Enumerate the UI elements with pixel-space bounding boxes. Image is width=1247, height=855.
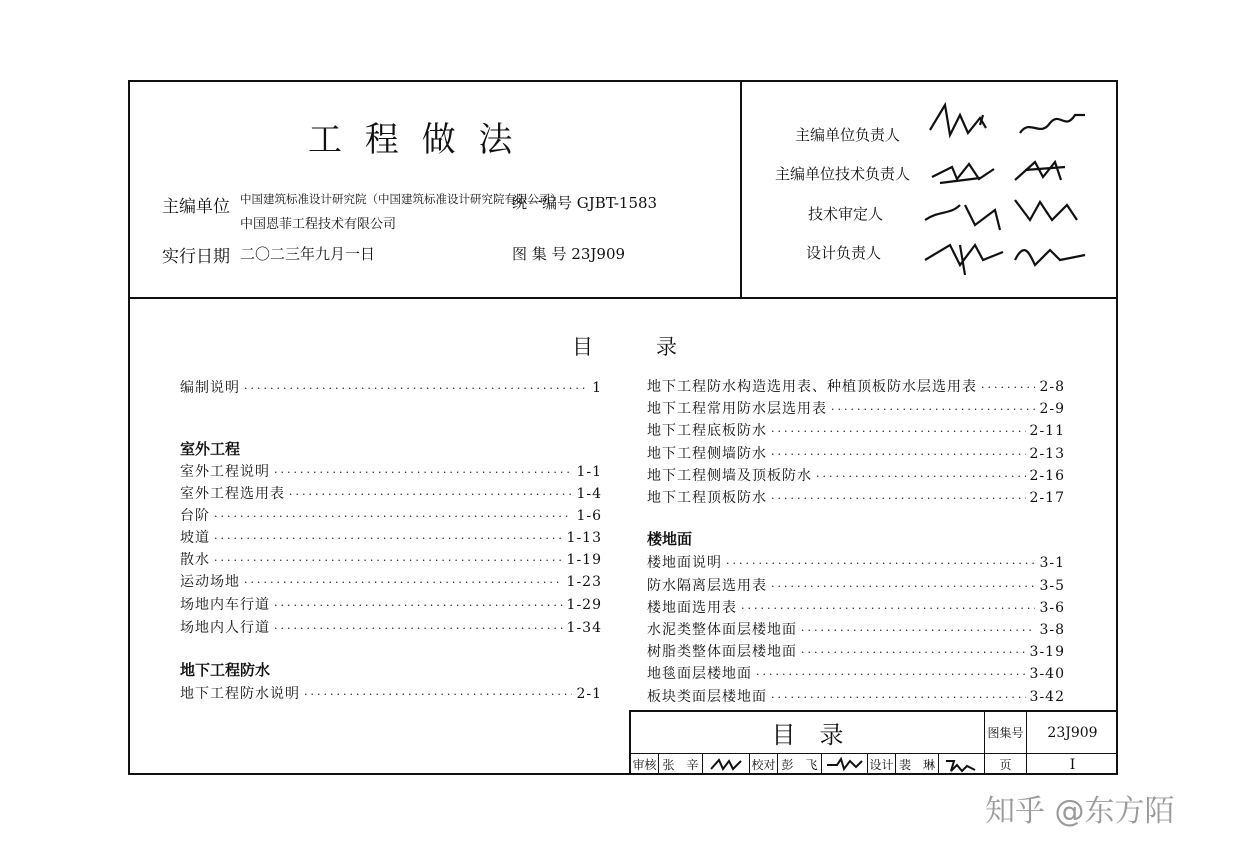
date-label: 实行日期 bbox=[162, 247, 230, 267]
toc-title: 目 录 bbox=[572, 335, 677, 359]
signatures-image bbox=[920, 95, 1100, 285]
toc-entry-label: 楼地面说明 bbox=[647, 555, 722, 571]
toc-entry-label: 场地内车行道 bbox=[180, 597, 270, 613]
toc-entry[interactable] bbox=[647, 487, 1065, 509]
toc-entry-label: 地下工程常用防水层选用表 bbox=[647, 401, 827, 417]
toc-entry-label: 场地内人行道 bbox=[180, 620, 270, 636]
toc-entry-page: 1-19 bbox=[566, 552, 602, 568]
document-title: 工 程 做 法 bbox=[308, 120, 519, 160]
watermark: 知乎 @东方陌 bbox=[985, 794, 1175, 829]
toc-entry-label: 散水 bbox=[180, 552, 210, 568]
toc-entry[interactable] bbox=[647, 597, 1065, 619]
toc-leader-dots bbox=[981, 381, 1035, 394]
toc-leader-dots bbox=[214, 554, 563, 567]
designer-name: 裴 琳 bbox=[896, 754, 939, 775]
page-label: 页 bbox=[985, 754, 1027, 775]
toc-entry-page: 1-6 bbox=[576, 508, 602, 524]
toc-entry-page: 3-8 bbox=[1039, 622, 1065, 638]
toc-entry-page: 3-5 bbox=[1039, 578, 1065, 594]
toc-entry[interactable] bbox=[647, 376, 1065, 398]
toc-leader-dots bbox=[771, 492, 1026, 505]
toc-leader-dots bbox=[274, 622, 563, 635]
toc-entry[interactable] bbox=[180, 571, 602, 593]
toc-entry-label: 水泥类整体面层楼地面 bbox=[647, 622, 797, 638]
toc-entry-page: 2-11 bbox=[1029, 423, 1065, 439]
toc-entry[interactable] bbox=[180, 377, 602, 399]
toc-entry[interactable] bbox=[647, 552, 1065, 574]
toc-entry[interactable] bbox=[180, 617, 602, 639]
toc-entry[interactable] bbox=[180, 527, 602, 549]
toc-leader-dots bbox=[801, 646, 1026, 659]
toc-entry[interactable] bbox=[180, 505, 602, 527]
toc-section-heading: 室外工程 bbox=[180, 440, 241, 458]
editor-line2: 中国恩菲工程技术有限公司 bbox=[240, 217, 397, 232]
toc-leader-dots bbox=[244, 576, 563, 589]
toc-entry-page: 2-17 bbox=[1029, 490, 1065, 506]
toc-entry[interactable] bbox=[647, 686, 1065, 708]
toc-entry-label: 地下工程顶板防水 bbox=[647, 490, 767, 506]
toc-section-heading: 地下工程防水 bbox=[180, 661, 271, 679]
toc-leader-dots bbox=[244, 382, 588, 395]
review-label: 审核 bbox=[631, 754, 659, 775]
toc-entry-page: 2-8 bbox=[1039, 379, 1065, 395]
date-value: 二〇二三年九月一日 bbox=[240, 245, 376, 263]
toc-entry-label: 地下工程防水说明 bbox=[180, 686, 300, 702]
toc-entry[interactable] bbox=[180, 549, 602, 571]
toc-entry-label: 地下工程防水构造选用表、种植顶板防水层选用表 bbox=[647, 379, 977, 395]
reviewer-signature bbox=[703, 754, 750, 775]
toc-leader-dots bbox=[274, 599, 563, 612]
checker-name: 彭 飞 bbox=[778, 754, 822, 775]
toc-entry-label: 台阶 bbox=[180, 508, 210, 524]
atlas-label: 图集号 bbox=[985, 712, 1027, 753]
toc-leader-dots bbox=[289, 488, 572, 501]
toc-leader-dots bbox=[771, 580, 1035, 593]
atlas-value: 23J909 bbox=[1047, 724, 1098, 741]
toc-leader-dots bbox=[274, 466, 572, 479]
responsible-role: 设计负责人 bbox=[806, 244, 882, 262]
toc-entry[interactable] bbox=[180, 483, 602, 505]
toc-leader-dots bbox=[741, 602, 1035, 615]
toc-leader-dots bbox=[801, 624, 1035, 637]
toc-entry[interactable] bbox=[647, 465, 1065, 487]
title-block-title: 目 录 bbox=[631, 712, 985, 753]
reviewer-name: 张 辛 bbox=[659, 754, 703, 775]
editor-line1: 中国建筑标准设计研究院（中国建筑标准设计研究院有限公司） bbox=[240, 192, 562, 206]
toc-leader-dots bbox=[771, 448, 1026, 461]
title-block bbox=[629, 710, 1118, 775]
toc-entry-page: 1-4 bbox=[576, 486, 602, 502]
toc-leader-dots bbox=[726, 557, 1035, 570]
toc-entry-page: 2-16 bbox=[1029, 468, 1065, 484]
toc-entry-label: 室外工程说明 bbox=[180, 464, 270, 480]
toc-entry-page: 3-19 bbox=[1029, 644, 1065, 660]
toc-leader-dots bbox=[771, 691, 1026, 704]
toc-entry[interactable] bbox=[180, 461, 602, 483]
toc-entry-label: 地下工程侧墙及顶板防水 bbox=[647, 468, 812, 484]
toc-entry-label: 地下工程底板防水 bbox=[647, 423, 767, 439]
toc-entry[interactable] bbox=[647, 641, 1065, 663]
toc-entry-label: 树脂类整体面层楼地面 bbox=[647, 644, 797, 660]
toc-entry-label: 室外工程选用表 bbox=[180, 486, 285, 502]
toc-entry[interactable] bbox=[180, 594, 602, 616]
unified-number: 统一编号 GJBT-1583 bbox=[512, 194, 658, 212]
toc-entry-page: 2-13 bbox=[1029, 446, 1065, 462]
toc-entry-page: 1-23 bbox=[566, 574, 602, 590]
toc-leader-dots bbox=[214, 510, 572, 523]
toc-entry-page: 1 bbox=[592, 380, 602, 396]
toc-entry[interactable] bbox=[647, 619, 1065, 641]
toc-entry-label: 运动场地 bbox=[180, 574, 240, 590]
toc-entry-label: 编制说明 bbox=[180, 380, 240, 396]
toc-leader-dots bbox=[756, 668, 1026, 681]
toc-entry-label: 地毯面层楼地面 bbox=[647, 666, 752, 682]
checker-signature bbox=[822, 754, 868, 775]
toc-leader-dots bbox=[214, 532, 563, 545]
responsible-role: 主编单位负责人 bbox=[795, 126, 901, 144]
toc-leader-dots bbox=[831, 403, 1035, 416]
toc-entry-label: 坡道 bbox=[180, 530, 210, 546]
toc-entry-page: 2-1 bbox=[576, 686, 602, 702]
responsible-role: 主编单位技术负责人 bbox=[775, 165, 911, 183]
toc-entry[interactable] bbox=[647, 443, 1065, 465]
header-vertical-divider bbox=[740, 80, 742, 298]
toc-entry-page: 3-40 bbox=[1029, 666, 1065, 682]
toc-leader-dots bbox=[771, 425, 1026, 438]
editor-label: 主编单位 bbox=[162, 197, 230, 217]
toc-section-heading: 楼地面 bbox=[647, 530, 693, 548]
toc-entry[interactable] bbox=[647, 398, 1065, 420]
page-value: I bbox=[1069, 756, 1076, 773]
toc-leader-dots bbox=[304, 688, 572, 701]
toc-leader-dots bbox=[816, 470, 1026, 483]
designer-signature bbox=[939, 754, 985, 775]
toc-entry-page: 1-29 bbox=[566, 597, 602, 613]
toc-entry-page: 3-6 bbox=[1039, 600, 1065, 616]
toc-entry[interactable] bbox=[647, 575, 1065, 597]
toc-entry-label: 楼地面选用表 bbox=[647, 600, 737, 616]
toc-entry[interactable] bbox=[647, 420, 1065, 442]
toc-entry-page: 1-13 bbox=[566, 530, 602, 546]
header-divider bbox=[128, 297, 1116, 299]
toc-entry-page: 1-1 bbox=[576, 464, 602, 480]
toc-entry[interactable] bbox=[180, 683, 602, 705]
atlas-number: 图 集 号 23J909 bbox=[512, 245, 626, 263]
toc-entry-page: 3-42 bbox=[1029, 689, 1065, 705]
toc-entry-page: 1-34 bbox=[566, 620, 602, 636]
toc-entry-label: 板块类面层楼地面 bbox=[647, 689, 767, 705]
toc-entry-page: 2-9 bbox=[1039, 401, 1065, 417]
design-label: 设计 bbox=[868, 754, 896, 775]
toc-entry-label: 地下工程侧墙防水 bbox=[647, 446, 767, 462]
toc-entry[interactable] bbox=[647, 663, 1065, 685]
toc-entry-label: 防水隔离层选用表 bbox=[647, 578, 767, 594]
toc-entry-page: 3-1 bbox=[1039, 555, 1065, 571]
check-label: 校对 bbox=[750, 754, 778, 775]
responsible-role: 技术审定人 bbox=[808, 205, 884, 223]
